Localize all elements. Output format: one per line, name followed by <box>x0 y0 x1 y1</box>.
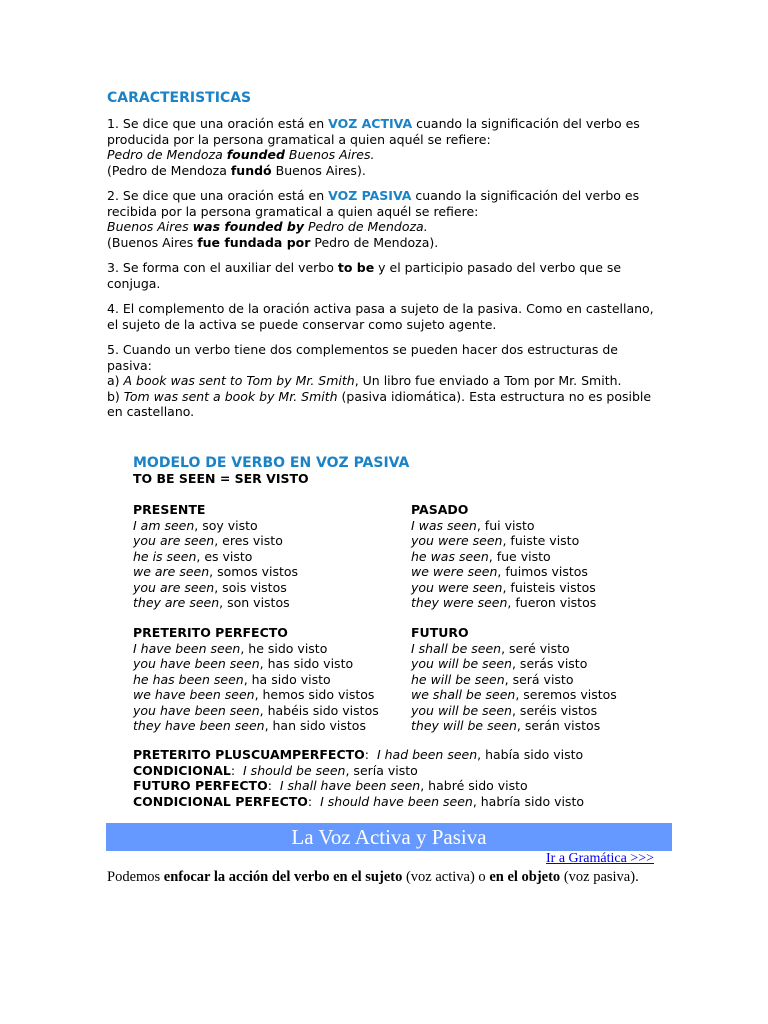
conj-row: you have been seen, habéis sido vistos <box>133 702 379 718</box>
pasado-title: PASADO <box>411 502 469 517</box>
paragraph-1 <box>107 116 662 178</box>
modelo-subtitle: TO BE SEEN = SER VISTO <box>133 471 309 486</box>
paragraph-3: 3. Se forma con el auxiliar del verbo to be y el participio pasado del verbo que se conjuga. <box>107 260 622 291</box>
conj-row: we are seen, somos vistos <box>133 564 299 579</box>
p5-b: b) Tom was sent a book by Mr. Smith (pasiva idiomática). Esta estructura no es posible en castellano. <box>107 388 652 419</box>
conj-row: he will be seen, será visto <box>411 671 574 687</box>
presente-title: PRESENTE <box>133 502 206 517</box>
voz-activa-keyword: VOZ ACTIVA <box>328 116 413 131</box>
intro-line: Podemos enfocar la acción del verbo en el sujeto (voz activa) o en el objeto (voz pasiva). <box>107 869 639 885</box>
p1-example-es: (Pedro de Mendoza fundó Buenos Aires). <box>107 162 366 178</box>
conj-row: they are seen, son vistos <box>133 595 290 610</box>
grammar-link[interactable]: Ir a Gramática >>> <box>546 851 655 866</box>
conj-row: you were seen, fuiste visto <box>411 533 580 548</box>
p5-a: a) A book was sent to Tom by Mr. Smith, Un libro fue enviado a Tom por Mr. Smith. <box>107 373 622 388</box>
section-banner: La Voz Activa y Pasiva <box>106 823 672 851</box>
section-heading: CARACTERISTICAS <box>107 90 252 106</box>
conj-row: he is seen, es visto <box>133 548 253 564</box>
conj-row: you are seen, sois vistos <box>133 579 287 595</box>
paragraph-2 <box>107 188 662 250</box>
modelo-title: MODELO DE VERBO EN VOZ PASIVA <box>133 455 410 471</box>
conj-row: you will be seen, seréis vistos <box>411 702 598 718</box>
conj-row: you will be seen, serás visto <box>411 656 588 671</box>
p2-example-es: (Buenos Aires fue fundada por Pedro de Mendoza). <box>107 234 439 250</box>
extra-row: FUTURO PERFECTO: I shall have been seen, habré sido visto <box>133 778 528 793</box>
p1-example-en: Pedro de Mendoza founded Buenos Aires. <box>107 147 375 162</box>
futuro-title: FUTURO <box>411 625 469 640</box>
preterito-block <box>133 625 379 734</box>
extra-row: PRETERITO PLUSCUAMPERFECTO: I had been seen, había sido visto <box>133 747 584 762</box>
conj-row: you were seen, fuisteis vistos <box>411 579 596 595</box>
paragraph-4: 4. El complemento de la oración activa pasa a sujeto de la pasiva. Como en castellano, el sujeto de la activa se puede conservar como sujeto agente. <box>107 301 654 332</box>
futuro-block <box>411 625 617 734</box>
conj-row: I am seen, soy visto <box>133 517 258 533</box>
conj-row: they have been seen, han sido vistos <box>133 718 366 733</box>
presente-block <box>133 502 298 611</box>
extra-row: CONDICIONAL: I should be seen, sería visto <box>133 762 418 778</box>
conj-row: we shall be seen, seremos vistos <box>411 687 617 702</box>
p5-intro: 5. Cuando un verbo tiene dos complementos se pueden hacer dos estructuras de pasiva: <box>107 342 618 373</box>
conj-row: we were seen, fuimos vistos <box>411 564 588 579</box>
preterito-title: PRETERITO PERFECTO <box>133 625 288 640</box>
pasado-block <box>411 502 596 611</box>
voz-pasiva-keyword: VOZ PASIVA <box>328 188 412 203</box>
conj-row: you have been seen, has sido visto <box>133 656 354 671</box>
p2-example-en: Buenos Aires was founded by Pedro de Mendoza. <box>107 219 428 234</box>
extra-row: CONDICIONAL PERFECTO: I should have been seen, habría sido visto <box>133 793 584 809</box>
conj-row: I have been seen, he sido visto <box>133 640 328 656</box>
p2-text: 2. Se dice que una oración está en VOZ PASIVA cuando la significación del verbo es recibida por la persona gramatical a quien aquél se refiere: <box>107 188 640 219</box>
conj-row: we have been seen, hemos sido vistos <box>133 687 375 702</box>
conj-row: they will be seen, serán vistos <box>411 718 601 733</box>
conj-row: they were seen, fueron vistos <box>411 595 597 610</box>
conj-row: you are seen, eres visto <box>133 533 283 548</box>
conj-row: I was seen, fui visto <box>411 517 535 533</box>
p1-text: 1. Se dice que una oración está en VOZ ACTIVA cuando la significación del verbo es producida por la persona gramatical a quien aquél se refiere: <box>107 116 640 147</box>
conj-row: I shall be seen, seré visto <box>411 640 570 656</box>
paragraph-5 <box>107 342 662 420</box>
extra-tenses <box>133 747 584 809</box>
conj-row: he was seen, fue visto <box>411 548 551 564</box>
conj-row: he has been seen, ha sido visto <box>133 671 331 687</box>
